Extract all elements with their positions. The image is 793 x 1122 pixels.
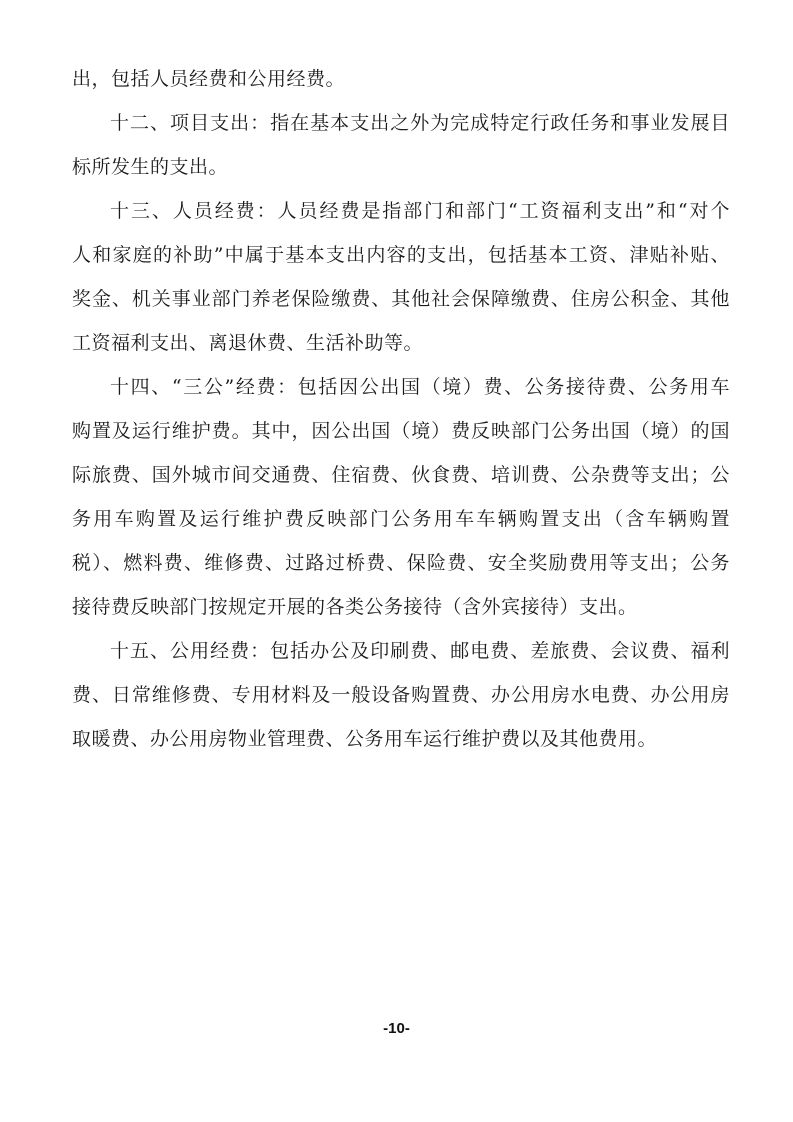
text-line: 取暖费、办公用房物业管理费、公务用车运行维护费以及其他费用。	[72, 728, 658, 750]
text-line: 十三、人员经费：人员经费是指部门和部门“工资福利支出”和“对个	[110, 200, 730, 222]
text-line: 务用车购置及运行维护费反映部门公务用车车辆购置支出（含车辆购置	[72, 508, 730, 530]
text-line: 工资福利支出、离退休费、生活补助等。	[72, 332, 424, 354]
paragraph-item-15-public-expenses	[72, 629, 730, 761]
text-line: 际旅费、国外城市间交通费、住宿费、伙食费、培训费、公杂费等支出；公	[72, 464, 730, 486]
document-body	[72, 57, 730, 761]
text-line: 十五、公用经费：包括办公及印刷费、邮电费、差旅费、会议费、福利	[110, 640, 730, 662]
paragraph-item-14-three-public-expenses	[72, 365, 730, 629]
text-line: 十四、“三公”经费：包括因公出国（境）费、公务接待费、公务用车	[110, 376, 730, 398]
text-line: 税）、燃料费、维修费、过路过桥费、保险费、安全奖励费用等支出；公务	[72, 552, 730, 574]
paragraph-item-12-project-expenditure	[72, 101, 730, 189]
text-line: 人和家庭的补助”中属于基本支出内容的支出，包括基本工资、津贴补贴、	[72, 244, 730, 266]
text-line: 标所发生的支出。	[72, 156, 229, 178]
page-number: -10-	[383, 1020, 410, 1037]
paragraph-continuation	[72, 57, 730, 101]
paragraph-item-13-personnel-expenses	[72, 189, 730, 365]
text-line: 十二、项目支出：指在基本支出之外为完成特定行政任务和事业发展目	[110, 112, 730, 134]
text-line: 费、日常维修费、专用材料及一般设备购置费、办公用房水电费、办公用房	[72, 684, 730, 706]
text-line: 奖金、机关事业部门养老保险缴费、其他社会保障缴费、住房公积金、其他	[72, 288, 730, 310]
text-line: 购置及运行维护费。其中，因公出国（境）费反映部门公务出国（境）的国	[72, 420, 730, 442]
text-line: 接待费反映部门按规定开展的各类公务接待（含外宾接待）支出。	[72, 596, 638, 618]
text-line: 出，包括人员经费和公用经费。	[72, 68, 346, 90]
